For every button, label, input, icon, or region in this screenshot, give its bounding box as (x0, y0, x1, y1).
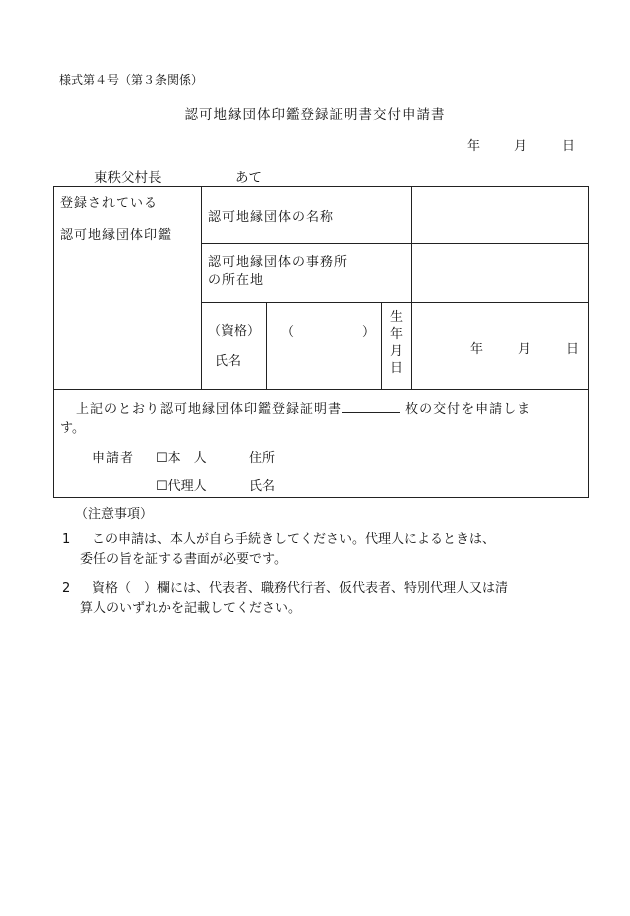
checkbox-self[interactable]: ☐本 人 (156, 451, 207, 466)
addressee: 東秩父村長 (94, 170, 162, 186)
addressee-suffix: あて (235, 170, 262, 186)
birth-date-field[interactable] (412, 303, 589, 390)
registered-stamp-label-line2: 認可地縁団体印鑑 (60, 228, 173, 243)
office-label-line1: 認可地縁団体の事務所 (208, 255, 349, 270)
address-label: 住所 (249, 451, 276, 466)
note-text-line2: 算人のいずれかを記載してください。 (80, 601, 302, 616)
name-label: 氏名 (215, 354, 242, 369)
qualification-name-label-cell (202, 303, 267, 390)
signer-name-label: 氏名 (249, 479, 276, 494)
birth-char-1: 生 (390, 310, 404, 325)
paren-open: （ (281, 325, 295, 340)
date-day-label: 日 (562, 139, 576, 154)
declaration-text-wrap: す。 (60, 421, 85, 436)
note-item-1 (62, 530, 590, 570)
note-text-line2: 委任の旨を証する書面が必要です。 (80, 552, 287, 567)
date-month-label: 月 (514, 139, 528, 154)
registered-stamp-label-line1: 登録されている (60, 196, 159, 211)
applicant-label: 申請者 (92, 451, 135, 466)
qualification-label: （資格） (208, 324, 261, 339)
note-number: 2 (62, 581, 71, 596)
birth-char-2: 年 (390, 327, 404, 342)
date-year-label: 年 (467, 139, 481, 154)
declaration-cell (54, 390, 589, 498)
page-title: 認可地縁団体印鑑登録証明書交付申請書 (184, 107, 446, 123)
org-name-label-cell (202, 187, 412, 244)
note-item-2 (62, 579, 590, 619)
org-name-label: 認可地縁団体の名称 (208, 209, 335, 225)
office-address-field[interactable] (412, 244, 589, 303)
birth-year-label: 年 (470, 342, 484, 357)
checkbox-agent[interactable]: ☐代理人 (156, 479, 207, 494)
birth-month-label: 月 (518, 342, 532, 357)
qualification-name-field[interactable] (267, 303, 382, 390)
paren-close: ） (362, 325, 376, 340)
birth-day-label: 日 (566, 342, 580, 357)
org-name-field[interactable] (412, 187, 589, 244)
application-table (53, 186, 589, 498)
form-number: 様式第４号（第３条関係） (59, 73, 204, 87)
note-number: 1 (62, 532, 71, 547)
declaration-text: 上記のとおり認可地縁団体印鑑登録証明書 (76, 402, 343, 417)
birth-label-cell (382, 303, 412, 390)
registered-stamp-cell (54, 187, 202, 390)
notes-title: （注意事項） (75, 507, 154, 522)
note-text-line1: 資格（ ）欄には、代表者、職務代行者、仮代表者、特別代理人又は清 (92, 581, 509, 596)
birth-char-4: 日 (390, 361, 404, 376)
note-text-line1: この申請は、本人が自ら手続きしてください。代理人によるときは、 (92, 532, 496, 547)
birth-char-3: 月 (390, 344, 404, 359)
declaration-text-cont: 枚の交付を申請しま (405, 402, 532, 417)
office-label-cell (202, 244, 412, 303)
copies-count-field[interactable] (342, 399, 400, 413)
office-label-line2: の所在地 (208, 273, 265, 288)
